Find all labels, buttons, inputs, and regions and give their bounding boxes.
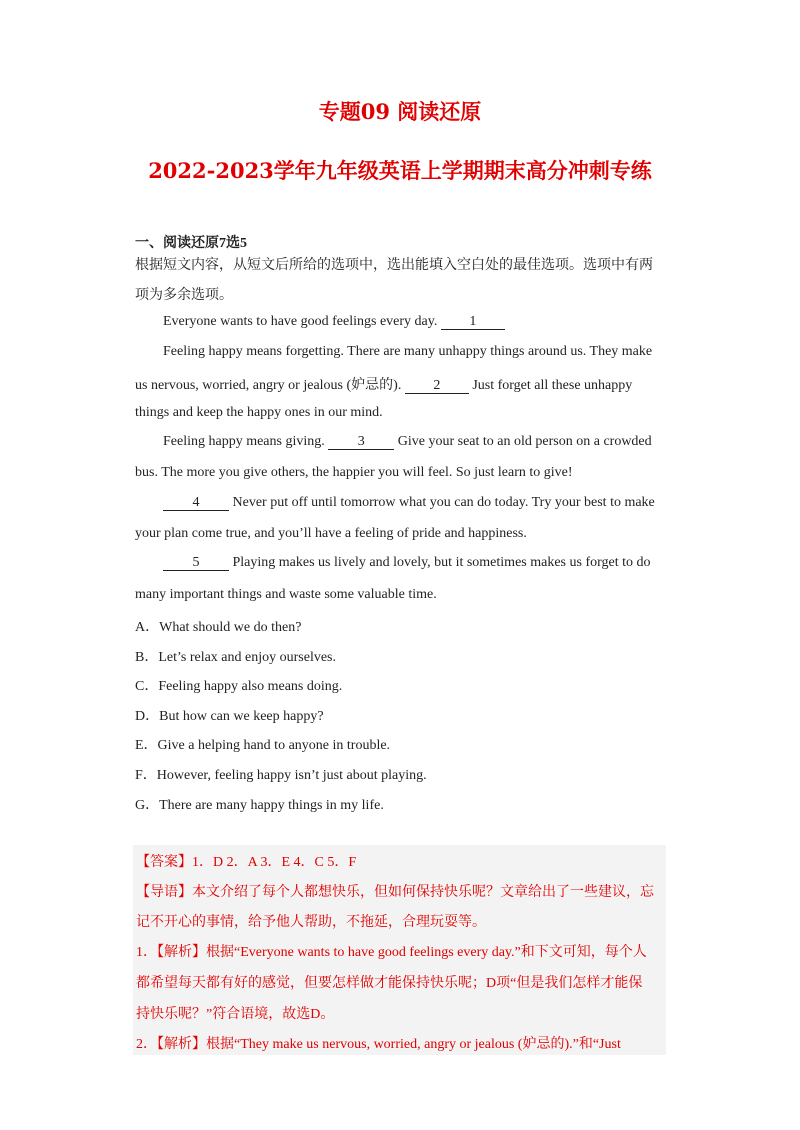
page-subtitle: 2022-2023学年九年级英语上学期期末高分冲刺专练 [148,158,652,183]
passage-line [163,314,505,330]
answer-intro-line: 记不开心的事情，给予他人帮助，不拖延，合理玩耍等。 [136,915,486,930]
blank-4: 4 [163,495,229,511]
section-heading: 一、阅读还原7选5 [135,236,247,251]
passage-text: Give your seat to an old person on a crowded [394,434,652,449]
option-f: F．However, feeling happy isn’t just about playing. [135,768,427,783]
option-e: E．Give a helping hand to anyone in trouble. [135,738,391,753]
option-g: G．There are many happy things in my life. [135,798,384,813]
passage-line [163,495,655,511]
blank-3: 3 [328,434,394,450]
explanation-line: 都希望每天都有好的感觉，但要怎样做才能保持快乐呢；D项“但是我们怎样才能保 [136,976,643,991]
blank-1: 1 [441,314,505,330]
passage-text: Everyone wants to have good feelings every day. [163,314,441,329]
explanation-line: 1．【解析】根据“Everyone wants to have good feelings every day.”和下文可知，每个人 [136,945,647,960]
answer-intro-line: 【导语】本文介绍了每个人都想快乐，但如何保持快乐呢？文章给出了一些建议，忘 [136,885,654,900]
instructions-line-1: 根据短文内容，从短文后所给的选项中，选出能填入空白处的最佳选项。选项中有两 [135,258,653,273]
passage-line: things and keep the happy ones in our mind. [135,405,383,420]
passage-text: Just forget all these unhappy [468,378,633,393]
option-b: B．Let’s relax and enjoy ourselves. [135,650,337,665]
passage-line: your plan come true, and you’ll have a feeling of pride and happiness. [135,526,527,541]
passage-line: many important things and waste some valuable time. [135,587,437,602]
passage-text: Never put off until tomorrow what you can do today. Try your best to make [229,495,655,510]
passage-text: Playing makes us lively and lovely, but it sometimes makes us forget to do [229,555,651,570]
blank-5: 5 [163,555,229,571]
passage-line: bus. The more you give others, the happier you will feel. So just learn to give! [135,465,573,480]
passage-line [135,374,632,394]
passage-text: Feeling happy means giving. [163,434,329,449]
explanation-line: 2．【解析】根据“They make us nervous, worried, angry or jealous (妒忌的).”和“Just [136,1037,621,1052]
option-a: A．What should we do then? [135,620,302,635]
option-c: C．Feeling happy also means doing. [135,679,343,694]
blank-2: 2 [405,378,469,394]
answer-key: 【答案】1．D 2．A 3．E 4．C 5．F [136,855,357,870]
option-d: D．But how can we keep happy? [135,709,324,724]
instructions-line-2: 项为多余选项。 [135,288,233,303]
passage-text: us nervous, worried, angry or jealous (妒忌的). [135,378,405,393]
passage-line: Feeling happy means forgetting. There are many unhappy things around us. They make [163,344,653,359]
passage-line [163,434,652,450]
explanation-line: 持快乐呢？”符合语境，故选D。 [136,1007,335,1022]
passage-line [163,555,651,571]
page-title: 专题09 阅读还原 [318,99,482,124]
